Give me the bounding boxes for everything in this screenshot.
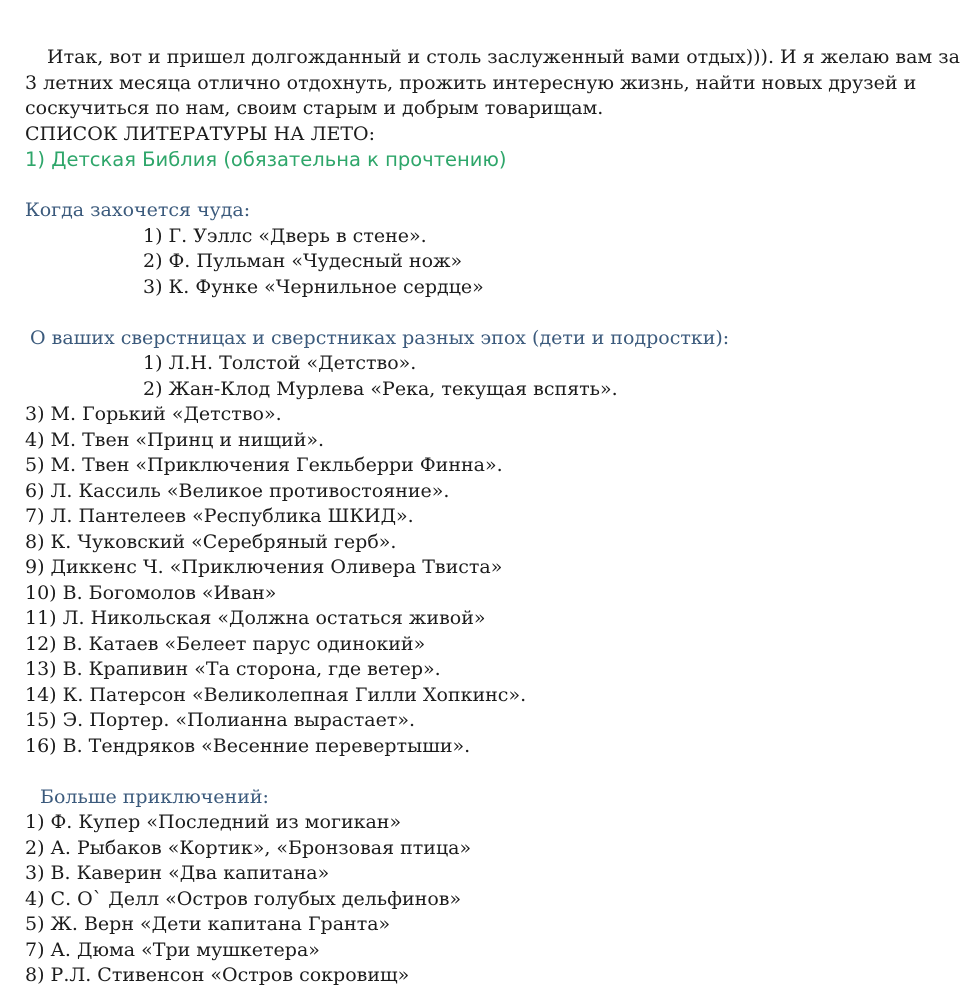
list-title: СПИСОК ЛИТЕРАТУРЫ НА ЛЕТО:: [25, 122, 375, 145]
book-item: 6) Л. Кассиль «Великое противостояние».: [25, 479, 450, 502]
book-item: 5) М. Твен «Приключения Гекльберри Финна».: [25, 454, 503, 476]
book-item: 11) Л. Никольская «Должна остаться живой»: [25, 607, 486, 629]
book-item: 1) Г. Уэллс «Дверь в стене».: [143, 224, 427, 247]
book-item: 7) Л. Пантелеев «Республика ШКИД».: [25, 505, 414, 527]
book-item: 2) Жан-Клод Мурлева «Река, текущая вспять».: [143, 377, 618, 400]
book-item: 3) М. Горький «Детство».: [25, 403, 282, 425]
book-item: 7) А. Дюма «Три мушкетера»: [25, 938, 320, 961]
book-item: 4) С. О` Делл «Остров голубых дельфинов»: [25, 887, 462, 910]
book-item: 4) М. Твен «Принц и нищий».: [25, 428, 325, 451]
section-heading-peers: О ваших сверстницах и сверстниках разных эпох (дети и подростки):: [30, 326, 730, 349]
section-adventures: [25, 785, 970, 989]
book-item: 8) К. Чуковский «Серебряный герб».: [25, 530, 397, 553]
book-item: 9) Диккенс Ч. «Приключения Оливера Твиста»: [25, 556, 503, 578]
book-item: 8) Р.Л. Стивенсон «Остров сокровищ»: [25, 964, 410, 986]
section-wonder: [25, 198, 970, 300]
blank-line: [25, 173, 970, 199]
book-item: 3) В. Каверин «Два капитана»: [25, 862, 330, 884]
required-reading-line: 1) Детская Библия (обязательна к прочтению): [25, 148, 507, 171]
section-heading-wonder: Когда захочется чуда:: [25, 199, 251, 221]
book-item: 16) В. Тендряков «Весенние перевертыши».: [25, 734, 471, 757]
book-item: 1) Ф. Купер «Последний из могикан»: [25, 811, 402, 833]
book-item: 14) К. Патерсон «Великолепная Гилли Хопкинс».: [25, 683, 527, 706]
book-item: 5) Ж. Верн «Дети капитана Гранта»: [25, 913, 391, 935]
book-item: 3) К. Функе «Чернильное сердце»: [143, 275, 484, 298]
blank-line: [25, 300, 970, 326]
book-item: 12) В. Катаев «Белеет парус одинокий»: [25, 632, 426, 655]
book-item: 13) В. Крапивин «Та сторона, где ветер».: [25, 658, 441, 680]
book-item: 2) Ф. Пульман «Чудесный нож»: [143, 250, 463, 272]
book-item: 15) Э. Портер. «Полианна вырастает».: [25, 709, 416, 731]
book-item: 10) В. Богомолов «Иван»: [25, 581, 277, 604]
blank-line: [25, 759, 970, 785]
book-item: 2) А. Рыбаков «Кортик», «Бронзовая птица»: [25, 836, 472, 859]
section-peers: [25, 326, 970, 760]
book-item: 1) Л.Н. Толстой «Детство».: [143, 352, 417, 374]
intro-paragraph: Итак, вот и пришел долгожданный и столь заслуженный вами отдых))). И я желаю вам за 3 летних месяца отлично отдохнуть, прожить интересную жизнь, найти новых друзей и соскучиться по нам, своим старым и добрым товарищам.: [25, 46, 960, 119]
section-heading-adventures: Больше приключений:: [40, 785, 269, 808]
